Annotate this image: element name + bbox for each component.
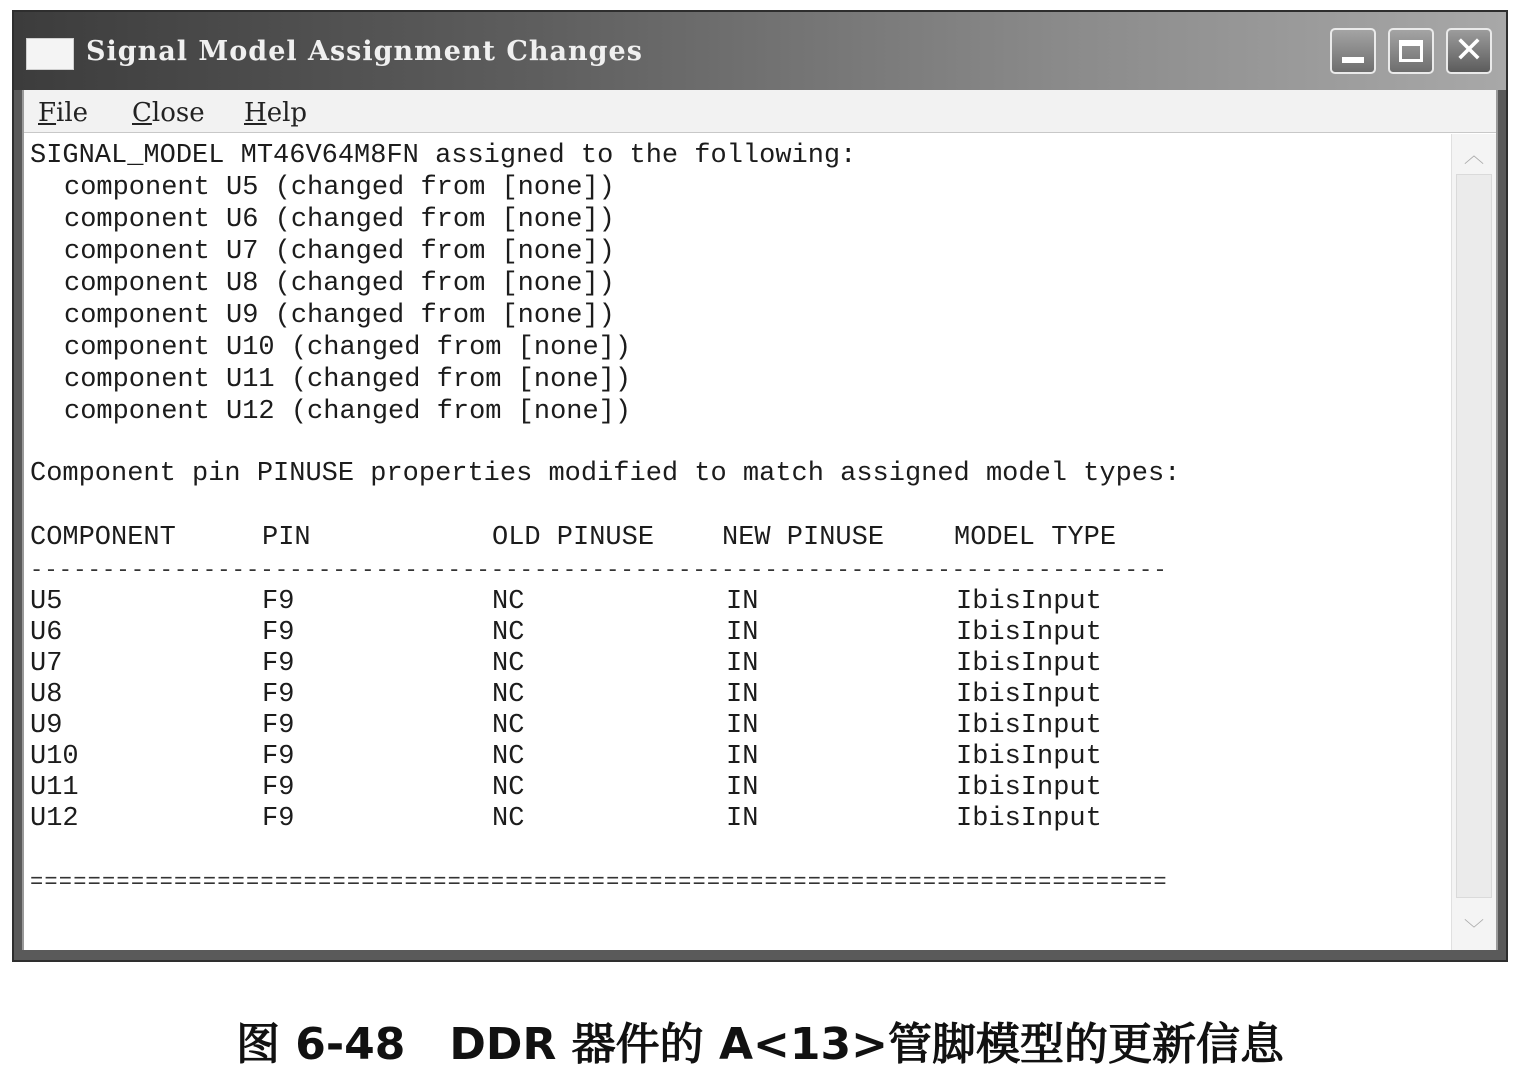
maximize-button[interactable] (1388, 28, 1434, 74)
cell-model-type: IbisInput (956, 773, 1102, 803)
pinuse-note: Component pin PINUSE properties modified to match assigned model types: (30, 459, 1181, 489)
cell-pin: F9 (262, 804, 295, 834)
close-icon: ✕ (1453, 30, 1485, 71)
cell-component: U9 (30, 711, 63, 741)
chevron-down-icon[interactable]: ﹀ (1464, 917, 1484, 941)
cell-old-pinuse: NC (492, 742, 525, 772)
component-line: component U9 (changed from [none]) (64, 301, 615, 331)
cell-new-pinuse: IN (726, 711, 759, 741)
cell-new-pinuse: IN (726, 618, 759, 648)
end-rule: =============================================================================== (30, 870, 1168, 895)
cell-component: U7 (30, 649, 63, 679)
cell-old-pinuse: NC (492, 804, 525, 834)
component-line: component U5 (changed from [none]) (64, 173, 615, 203)
cell-component: U8 (30, 680, 63, 710)
cell-old-pinuse: NC (492, 711, 525, 741)
menu-help[interactable] (244, 98, 307, 128)
window-title: Signal Model Assignment Changes (86, 36, 643, 67)
cell-pin: F9 (262, 618, 295, 648)
cell-new-pinuse: IN (726, 773, 759, 803)
cell-new-pinuse: IN (726, 804, 759, 834)
cell-component: U11 (30, 773, 79, 803)
column-header: NEW PINUSE (722, 523, 885, 553)
component-line: component U11 (changed from [none]) (64, 365, 632, 395)
cell-model-type: IbisInput (956, 804, 1102, 834)
scroll-thumb[interactable] (1456, 174, 1492, 898)
cell-new-pinuse: IN (726, 680, 759, 710)
minimize-icon (1342, 57, 1364, 63)
cell-pin: F9 (262, 587, 295, 617)
cell-model-type: IbisInput (956, 618, 1102, 648)
cell-new-pinuse: IN (726, 649, 759, 679)
cell-pin: F9 (262, 649, 295, 679)
dash-rule: ------------------------------------------------------------------------------- (30, 558, 1168, 583)
cell-new-pinuse: IN (726, 742, 759, 772)
window-client (22, 90, 1498, 950)
cell-old-pinuse: NC (492, 680, 525, 710)
cell-component: U12 (30, 804, 79, 834)
menu-close-label: lose (151, 98, 205, 128)
cell-model-type: IbisInput (956, 711, 1102, 741)
cell-old-pinuse: NC (492, 587, 525, 617)
report-header: SIGNAL_MODEL MT46V64M8FN assigned to the following: (30, 141, 857, 171)
close-button[interactable] (1446, 28, 1492, 74)
minimize-button[interactable] (1330, 28, 1376, 74)
component-line: component U12 (changed from [none]) (64, 397, 632, 427)
menu-file-label: ile (56, 98, 89, 128)
column-header: PIN (262, 523, 311, 553)
app-icon (26, 38, 74, 70)
menu-file[interactable] (38, 98, 88, 128)
title-bar[interactable] (14, 12, 1506, 90)
column-header: MODEL TYPE (954, 523, 1117, 553)
cell-old-pinuse: NC (492, 773, 525, 803)
figure-caption: 图 6-48 DDR 器件的 A<13>管脚模型的更新信息 (235, 1019, 1284, 1070)
component-line: component U8 (changed from [none]) (64, 269, 615, 299)
vertical-scrollbar[interactable] (1451, 134, 1496, 950)
component-line: component U7 (changed from [none]) (64, 237, 615, 267)
menu-file-mnemonic: F (38, 98, 57, 128)
cell-model-type: IbisInput (956, 680, 1102, 710)
cell-old-pinuse: NC (492, 649, 525, 679)
cell-model-type: IbisInput (956, 649, 1102, 679)
cell-model-type: IbisInput (956, 587, 1102, 617)
menu-bar (24, 90, 1496, 133)
cell-component: U10 (30, 742, 79, 772)
signal-model-window (12, 10, 1508, 962)
cell-new-pinuse: IN (726, 587, 759, 617)
cell-old-pinuse: NC (492, 618, 525, 648)
cell-model-type: IbisInput (956, 742, 1102, 772)
menu-close[interactable] (132, 98, 205, 128)
report-text-area[interactable] (24, 134, 1452, 950)
cell-pin: F9 (262, 773, 295, 803)
menu-help-mnemonic: H (244, 98, 267, 128)
column-header: OLD PINUSE (492, 523, 655, 553)
cell-pin: F9 (262, 742, 295, 772)
chevron-up-icon[interactable]: ︿ (1464, 143, 1484, 167)
cell-pin: F9 (262, 711, 295, 741)
column-header: COMPONENT (30, 523, 176, 553)
menu-help-label: elp (266, 98, 308, 128)
maximize-icon (1399, 40, 1423, 62)
component-line: component U6 (changed from [none]) (64, 205, 615, 235)
menu-close-mnemonic: C (132, 98, 152, 128)
cell-component: U6 (30, 618, 63, 648)
cell-component: U5 (30, 587, 63, 617)
component-line: component U10 (changed from [none]) (64, 333, 632, 363)
cell-pin: F9 (262, 680, 295, 710)
